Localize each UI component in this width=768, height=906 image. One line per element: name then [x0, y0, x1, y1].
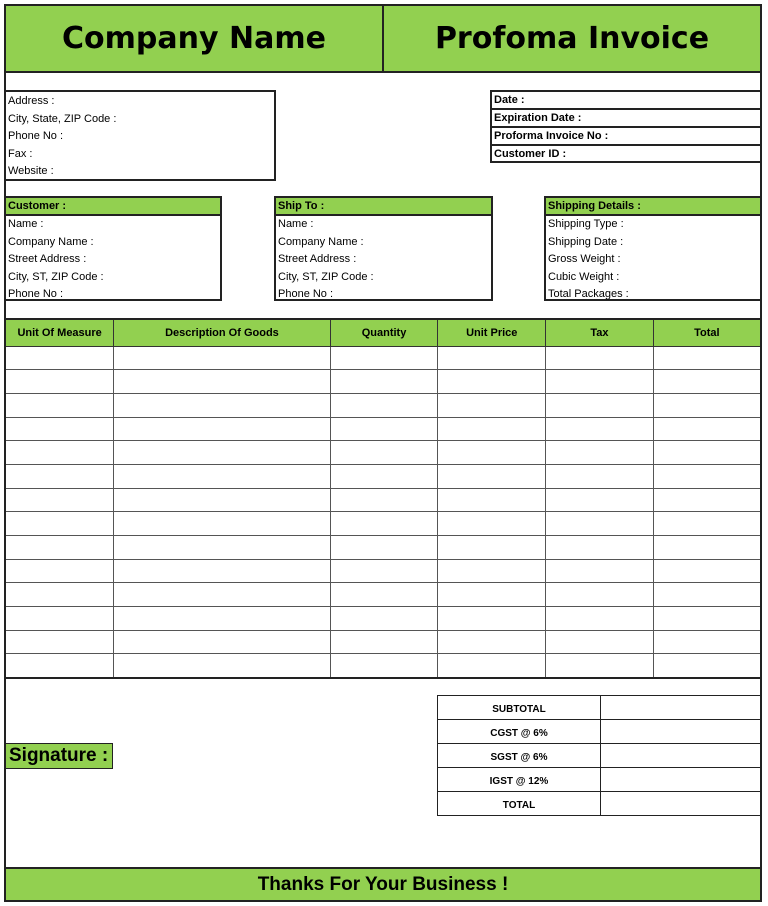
- table-cell[interactable]: [5, 654, 114, 678]
- invoice-title: Profoma Invoice: [434, 21, 710, 56]
- table-cell[interactable]: [438, 393, 546, 417]
- table-cell[interactable]: [546, 512, 654, 536]
- footer-banner: [4, 867, 762, 902]
- phone-field[interactable]: Phone No :: [8, 130, 64, 143]
- invoice-title-header: [382, 4, 762, 73]
- table-cell[interactable]: [114, 512, 330, 536]
- table-row: [5, 441, 761, 465]
- table-cell[interactable]: [438, 346, 546, 370]
- table-row: [5, 417, 761, 441]
- igst-value[interactable]: [601, 768, 762, 792]
- total-packages-field[interactable]: Total Packages :: [548, 288, 629, 301]
- table-cell[interactable]: [5, 559, 114, 583]
- table-cell[interactable]: [438, 441, 546, 465]
- ship-phone-field[interactable]: Phone No :: [278, 288, 334, 301]
- table-row: [5, 346, 761, 370]
- table-cell[interactable]: [438, 488, 546, 512]
- table-cell[interactable]: [330, 607, 438, 631]
- subtotal-value[interactable]: [601, 696, 762, 720]
- customer-phone-field[interactable]: Phone No :: [8, 288, 64, 301]
- items-table: [4, 318, 762, 679]
- table-cell[interactable]: [5, 630, 114, 654]
- table-cell[interactable]: [546, 346, 654, 370]
- col-description: Description Of Goods: [114, 319, 330, 346]
- thank-you-text: Thanks For Your Business !: [257, 873, 509, 895]
- table-row: [5, 559, 761, 583]
- table-row: [5, 512, 761, 536]
- table-row: [5, 393, 761, 417]
- table-cell[interactable]: [5, 488, 114, 512]
- table-cell[interactable]: [114, 559, 330, 583]
- customer-street-field[interactable]: Street Address :: [8, 253, 87, 266]
- table-cell[interactable]: [546, 536, 654, 560]
- customer-id-field[interactable]: Customer ID :: [494, 148, 567, 160]
- website-field[interactable]: Website :: [8, 165, 54, 178]
- table-cell[interactable]: [653, 417, 761, 441]
- col-quantity: Quantity: [330, 319, 438, 346]
- table-cell[interactable]: [330, 654, 438, 678]
- table-cell[interactable]: [653, 393, 761, 417]
- table-cell[interactable]: [114, 346, 330, 370]
- table-row: [5, 583, 761, 607]
- table-row: [5, 630, 761, 654]
- expiration-date-field[interactable]: Expiration Date :: [492, 110, 760, 128]
- table-cell[interactable]: [546, 630, 654, 654]
- table-cell[interactable]: [653, 346, 761, 370]
- table-cell[interactable]: [653, 488, 761, 512]
- table-cell[interactable]: [330, 370, 438, 394]
- table-cell[interactable]: [438, 370, 546, 394]
- ship-company-field[interactable]: Company Name :: [278, 235, 364, 248]
- shipping-details-box: [544, 196, 762, 301]
- signature-label: Signature :: [5, 743, 113, 769]
- table-cell[interactable]: [5, 607, 114, 631]
- table-cell[interactable]: [653, 536, 761, 560]
- table-cell[interactable]: [546, 559, 654, 583]
- ship-city-field[interactable]: City, ST, ZIP Code :: [278, 270, 374, 283]
- col-unit-price: Unit Price: [438, 319, 546, 346]
- table-row: [5, 607, 761, 631]
- subtotal-row: [438, 696, 762, 720]
- table-cell[interactable]: [330, 583, 438, 607]
- table-row: [5, 464, 761, 488]
- customer-heading: Customer :: [6, 198, 220, 216]
- table-cell[interactable]: [546, 654, 654, 678]
- table-cell[interactable]: [114, 654, 330, 678]
- totals-table: [437, 695, 762, 816]
- table-cell[interactable]: [330, 464, 438, 488]
- cgst-row: [438, 720, 762, 744]
- table-cell[interactable]: [653, 464, 761, 488]
- table-cell[interactable]: [438, 583, 546, 607]
- table-cell[interactable]: [653, 654, 761, 678]
- invoice-meta-box: [490, 90, 762, 163]
- igst-row: [438, 768, 762, 792]
- table-cell[interactable]: [330, 559, 438, 583]
- table-cell[interactable]: [5, 441, 114, 465]
- total-row: [438, 792, 762, 816]
- table-cell[interactable]: [5, 536, 114, 560]
- table-cell[interactable]: [653, 583, 761, 607]
- company-info-box: [4, 90, 276, 181]
- table-cell[interactable]: [438, 536, 546, 560]
- customer-box: [4, 196, 222, 301]
- table-cell[interactable]: [546, 417, 654, 441]
- table-cell[interactable]: [653, 630, 761, 654]
- table-cell[interactable]: [5, 512, 114, 536]
- cubic-weight-field[interactable]: Cubic Weight :: [548, 270, 620, 283]
- table-cell[interactable]: [330, 488, 438, 512]
- city-state-zip-field[interactable]: City, State, ZIP Code :: [8, 112, 117, 125]
- items-body: [5, 346, 761, 678]
- table-cell[interactable]: [653, 441, 761, 465]
- table-cell[interactable]: [438, 607, 546, 631]
- table-cell[interactable]: [546, 488, 654, 512]
- table-cell[interactable]: [438, 654, 546, 678]
- table-cell[interactable]: [5, 464, 114, 488]
- address-field[interactable]: Address :: [8, 95, 55, 107]
- table-cell[interactable]: [114, 464, 330, 488]
- table-row: [5, 370, 761, 394]
- gross-weight-field[interactable]: Gross Weight :: [548, 253, 621, 266]
- table-cell[interactable]: [330, 536, 438, 560]
- table-cell[interactable]: [546, 370, 654, 394]
- shipping-details-heading: Shipping Details :: [546, 198, 760, 216]
- table-cell[interactable]: [438, 559, 546, 583]
- table-cell[interactable]: [114, 417, 330, 441]
- sgst-value[interactable]: [601, 744, 762, 768]
- table-cell[interactable]: [5, 370, 114, 394]
- table-cell[interactable]: [114, 630, 330, 654]
- total-label: TOTAL: [438, 792, 601, 816]
- customer-name-field[interactable]: Name :: [8, 218, 44, 230]
- subtotal-label: SUBTOTAL: [438, 696, 601, 720]
- table-cell[interactable]: [546, 393, 654, 417]
- table-cell[interactable]: [653, 370, 761, 394]
- cgst-value[interactable]: [601, 720, 762, 744]
- items-header-row: [5, 319, 761, 346]
- table-cell[interactable]: [546, 583, 654, 607]
- col-total: Total: [653, 319, 761, 346]
- sgst-row: [438, 744, 762, 768]
- table-cell[interactable]: [330, 630, 438, 654]
- table-cell[interactable]: [114, 370, 330, 394]
- cgst-label: CGST @ 6%: [438, 720, 601, 744]
- table-cell[interactable]: [5, 346, 114, 370]
- table-cell[interactable]: [653, 512, 761, 536]
- col-unit-of-measure: Unit Of Measure: [5, 319, 114, 346]
- table-cell[interactable]: [114, 607, 330, 631]
- table-row: [5, 536, 761, 560]
- table-cell[interactable]: [330, 441, 438, 465]
- table-row: [5, 654, 761, 678]
- table-cell[interactable]: [114, 393, 330, 417]
- company-name: Company Name: [62, 21, 326, 56]
- table-cell[interactable]: [330, 393, 438, 417]
- table-cell[interactable]: [546, 441, 654, 465]
- table-cell[interactable]: [330, 417, 438, 441]
- ship-to-heading: Ship To :: [276, 198, 491, 216]
- company-name-header: [4, 4, 384, 73]
- ship-to-box: [274, 196, 493, 301]
- customer-company-field[interactable]: Company Name :: [8, 235, 94, 248]
- ship-street-field[interactable]: Street Address :: [278, 253, 357, 266]
- table-cell[interactable]: [653, 559, 761, 583]
- table-row: [5, 488, 761, 512]
- table-cell[interactable]: [653, 607, 761, 631]
- table-cell[interactable]: [5, 417, 114, 441]
- table-cell[interactable]: [438, 464, 546, 488]
- shipping-type-field[interactable]: Shipping Type :: [548, 218, 624, 230]
- table-cell[interactable]: [330, 512, 438, 536]
- table-cell[interactable]: [546, 607, 654, 631]
- ship-name-field[interactable]: Name :: [278, 218, 314, 230]
- invoice-number-field[interactable]: Proforma Invoice No :: [492, 128, 760, 146]
- sgst-label: SGST @ 6%: [438, 744, 601, 768]
- igst-label: IGST @ 12%: [438, 768, 601, 792]
- table-cell[interactable]: [114, 536, 330, 560]
- fax-field[interactable]: Fax :: [8, 147, 33, 160]
- table-cell[interactable]: [114, 441, 330, 465]
- table-cell[interactable]: [114, 583, 330, 607]
- col-tax: Tax: [546, 319, 654, 346]
- table-cell[interactable]: [438, 512, 546, 536]
- table-cell[interactable]: [438, 630, 546, 654]
- table-cell[interactable]: [330, 346, 438, 370]
- date-field[interactable]: Date :: [492, 92, 760, 110]
- table-cell[interactable]: [546, 464, 654, 488]
- table-cell[interactable]: [114, 488, 330, 512]
- shipping-date-field[interactable]: Shipping Date :: [548, 235, 624, 248]
- table-cell[interactable]: [5, 583, 114, 607]
- table-cell[interactable]: [5, 393, 114, 417]
- customer-city-field[interactable]: City, ST, ZIP Code :: [8, 270, 104, 283]
- total-value[interactable]: [601, 792, 762, 816]
- table-cell[interactable]: [438, 417, 546, 441]
